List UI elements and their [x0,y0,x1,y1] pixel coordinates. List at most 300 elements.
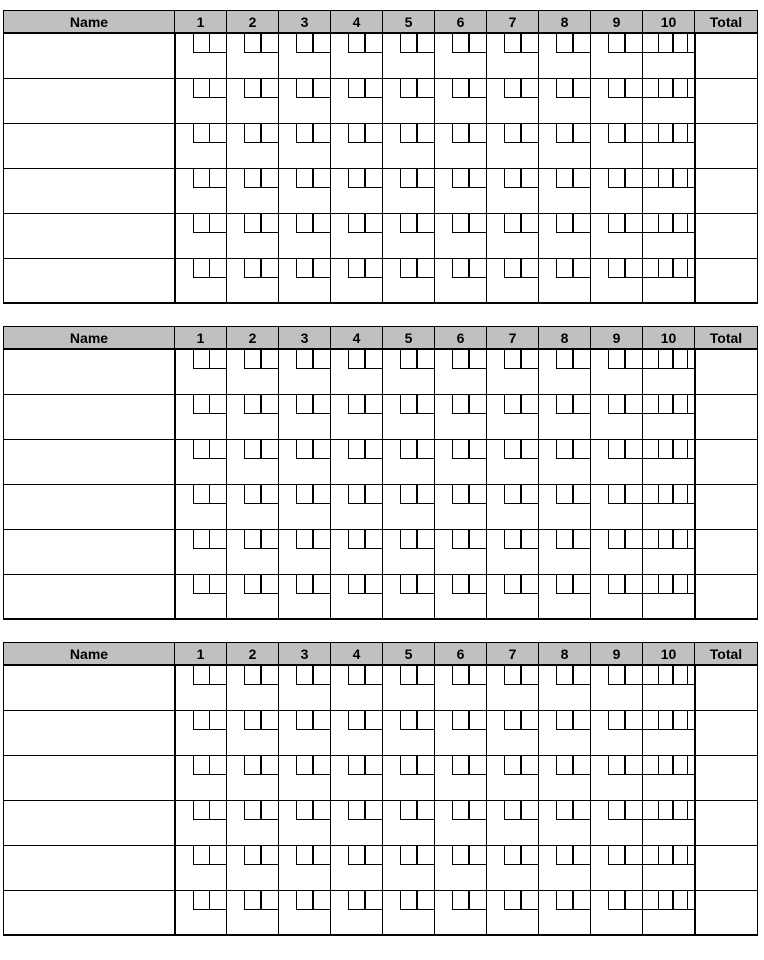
roll-box[interactable] [452,711,469,730]
roll-box[interactable] [400,259,417,278]
roll-box[interactable] [313,124,330,143]
roll-box[interactable] [244,801,261,820]
frame-cell[interactable] [279,890,331,935]
roll-box[interactable] [244,259,261,278]
roll-box[interactable] [556,846,573,865]
roll-box[interactable] [573,801,590,820]
roll-box[interactable] [469,891,486,910]
frame-cell[interactable] [643,33,695,78]
roll-box[interactable] [643,169,658,188]
roll-box[interactable] [504,756,521,775]
roll-box[interactable] [452,214,469,233]
frame-cell[interactable] [331,665,383,710]
roll-box[interactable] [365,530,382,549]
roll-box[interactable] [348,846,365,865]
frame-cell[interactable] [383,845,435,890]
roll-box[interactable] [417,440,434,459]
roll-box[interactable] [643,214,658,233]
roll-box[interactable] [261,575,278,594]
roll-box[interactable] [261,259,278,278]
frame-cell[interactable] [435,710,487,755]
roll-box[interactable] [608,575,625,594]
frame-cell[interactable] [279,78,331,123]
roll-box[interactable] [625,530,642,549]
roll-box[interactable] [469,756,486,775]
total-cell[interactable] [695,484,758,529]
roll-box[interactable] [643,575,658,594]
roll-box[interactable] [521,575,538,594]
roll-box[interactable] [400,350,417,369]
roll-box[interactable] [365,350,382,369]
roll-box[interactable] [643,440,658,459]
roll-box[interactable] [365,214,382,233]
roll-box[interactable] [193,34,210,53]
roll-box[interactable] [521,259,538,278]
roll-box[interactable] [244,169,261,188]
roll-box[interactable] [348,756,365,775]
frame-cell[interactable] [331,123,383,168]
roll-box[interactable] [261,350,278,369]
roll-box[interactable] [193,214,210,233]
roll-box[interactable] [400,169,417,188]
frame-cell[interactable] [227,665,279,710]
roll-box[interactable] [504,801,521,820]
roll-box[interactable] [348,575,365,594]
frame-cell[interactable] [643,394,695,439]
roll-box[interactable] [556,711,573,730]
roll-box[interactable] [625,395,642,414]
roll-box[interactable] [209,530,226,549]
roll-box[interactable] [658,801,673,820]
frame-cell[interactable] [227,574,279,619]
frame-cell[interactable] [591,484,643,529]
roll-box[interactable] [209,666,226,685]
roll-box[interactable] [625,711,642,730]
roll-box[interactable] [658,756,673,775]
roll-box[interactable] [469,395,486,414]
roll-box[interactable] [521,169,538,188]
roll-box[interactable] [643,395,658,414]
roll-box[interactable] [573,891,590,910]
frame-cell[interactable] [539,484,591,529]
roll-box[interactable] [365,891,382,910]
frame-cell[interactable] [227,800,279,845]
frame-cell[interactable] [383,33,435,78]
roll-box[interactable] [417,169,434,188]
roll-box[interactable] [365,711,382,730]
roll-box[interactable] [400,801,417,820]
frame-cell[interactable] [643,800,695,845]
roll-box[interactable] [348,259,365,278]
frame-cell[interactable] [539,123,591,168]
frame-cell[interactable] [539,439,591,484]
frame-cell[interactable] [487,755,539,800]
total-cell[interactable] [695,168,758,213]
roll-box[interactable] [365,124,382,143]
roll-box[interactable] [365,575,382,594]
roll-box[interactable] [244,666,261,685]
frame-cell[interactable] [383,800,435,845]
roll-box[interactable] [658,395,673,414]
roll-box[interactable] [365,79,382,98]
frame-cell[interactable] [539,529,591,574]
total-cell[interactable] [695,349,758,394]
roll-box[interactable] [504,34,521,53]
total-cell[interactable] [695,439,758,484]
roll-box[interactable] [469,79,486,98]
roll-box[interactable] [673,124,688,143]
roll-box[interactable] [673,846,688,865]
frame-cell[interactable] [383,168,435,213]
roll-box[interactable] [658,891,673,910]
total-cell[interactable] [695,890,758,935]
frame-cell[interactable] [383,123,435,168]
roll-box[interactable] [658,575,673,594]
roll-box[interactable] [673,34,688,53]
roll-box[interactable] [244,350,261,369]
roll-box[interactable] [573,350,590,369]
player-name-cell[interactable] [4,710,175,755]
roll-box[interactable] [296,214,313,233]
roll-box[interactable] [193,846,210,865]
roll-box[interactable] [348,485,365,504]
frame-cell[interactable] [539,78,591,123]
roll-box[interactable] [658,846,673,865]
roll-box[interactable] [673,575,688,594]
roll-box[interactable] [193,395,210,414]
roll-box[interactable] [261,169,278,188]
frame-cell[interactable] [591,33,643,78]
roll-box[interactable] [608,79,625,98]
roll-box[interactable] [608,395,625,414]
roll-box[interactable] [673,801,688,820]
roll-box[interactable] [469,530,486,549]
roll-box[interactable] [673,169,688,188]
frame-cell[interactable] [227,484,279,529]
total-cell[interactable] [695,529,758,574]
frame-cell[interactable] [175,484,227,529]
roll-box[interactable] [643,34,658,53]
roll-box[interactable] [261,891,278,910]
roll-box[interactable] [296,846,313,865]
roll-box[interactable] [521,891,538,910]
roll-box[interactable] [643,756,658,775]
roll-box[interactable] [313,169,330,188]
roll-box[interactable] [521,79,538,98]
roll-box[interactable] [673,485,688,504]
roll-box[interactable] [625,124,642,143]
total-cell[interactable] [695,33,758,78]
roll-box[interactable] [556,485,573,504]
frame-cell[interactable] [227,168,279,213]
roll-box[interactable] [400,79,417,98]
roll-box[interactable] [313,259,330,278]
roll-box[interactable] [504,124,521,143]
roll-box[interactable] [469,801,486,820]
roll-box[interactable] [573,711,590,730]
roll-box[interactable] [417,801,434,820]
frame-cell[interactable] [383,484,435,529]
roll-box[interactable] [313,214,330,233]
frame-cell[interactable] [227,890,279,935]
roll-box[interactable] [625,846,642,865]
player-name-cell[interactable] [4,213,175,258]
roll-box[interactable] [209,79,226,98]
roll-box[interactable] [400,214,417,233]
roll-box[interactable] [556,350,573,369]
roll-box[interactable] [348,350,365,369]
player-name-cell[interactable] [4,665,175,710]
roll-box[interactable] [625,801,642,820]
frame-cell[interactable] [331,439,383,484]
frame-cell[interactable] [175,574,227,619]
roll-box[interactable] [417,214,434,233]
roll-box[interactable] [504,395,521,414]
frame-cell[interactable] [175,845,227,890]
roll-box[interactable] [521,711,538,730]
roll-box[interactable] [452,259,469,278]
roll-box[interactable] [504,575,521,594]
roll-box[interactable] [625,259,642,278]
roll-box[interactable] [673,756,688,775]
roll-box[interactable] [608,485,625,504]
roll-box[interactable] [608,169,625,188]
roll-box[interactable] [400,756,417,775]
roll-box[interactable] [556,124,573,143]
roll-box[interactable] [209,124,226,143]
roll-box[interactable] [658,79,673,98]
roll-box[interactable] [608,259,625,278]
frame-cell[interactable] [227,755,279,800]
roll-box[interactable] [608,666,625,685]
roll-box[interactable] [209,756,226,775]
player-name-cell[interactable] [4,845,175,890]
frame-cell[interactable] [487,439,539,484]
roll-box[interactable] [313,395,330,414]
roll-box[interactable] [573,666,590,685]
roll-box[interactable] [673,214,688,233]
frame-cell[interactable] [487,258,539,303]
roll-box[interactable] [261,801,278,820]
frame-cell[interactable] [487,710,539,755]
roll-box[interactable] [244,891,261,910]
roll-box[interactable] [244,846,261,865]
frame-cell[interactable] [279,33,331,78]
roll-box[interactable] [193,169,210,188]
roll-box[interactable] [296,124,313,143]
frame-cell[interactable] [279,258,331,303]
frame-cell[interactable] [643,710,695,755]
frame-cell[interactable] [487,349,539,394]
roll-box[interactable] [365,440,382,459]
roll-box[interactable] [521,666,538,685]
frame-cell[interactable] [227,710,279,755]
roll-box[interactable] [244,485,261,504]
frame-cell[interactable] [331,890,383,935]
roll-box[interactable] [261,124,278,143]
player-name-cell[interactable] [4,755,175,800]
frame-cell[interactable] [487,800,539,845]
frame-cell[interactable] [435,665,487,710]
frame-cell[interactable] [539,574,591,619]
frame-cell[interactable] [643,529,695,574]
roll-box[interactable] [400,34,417,53]
roll-box[interactable] [244,711,261,730]
frame-cell[interactable] [383,439,435,484]
roll-box[interactable] [348,891,365,910]
roll-box[interactable] [469,259,486,278]
roll-box[interactable] [209,711,226,730]
frame-cell[interactable] [227,349,279,394]
roll-box[interactable] [193,575,210,594]
roll-box[interactable] [625,891,642,910]
frame-cell[interactable] [383,258,435,303]
roll-box[interactable] [313,666,330,685]
roll-box[interactable] [365,846,382,865]
total-cell[interactable] [695,574,758,619]
total-cell[interactable] [695,258,758,303]
frame-cell[interactable] [227,439,279,484]
roll-box[interactable] [625,34,642,53]
roll-box[interactable] [417,485,434,504]
roll-box[interactable] [296,530,313,549]
frame-cell[interactable] [487,529,539,574]
frame-cell[interactable] [227,78,279,123]
frame-cell[interactable] [487,78,539,123]
roll-box[interactable] [573,846,590,865]
roll-box[interactable] [504,891,521,910]
frame-cell[interactable] [435,33,487,78]
roll-box[interactable] [643,485,658,504]
roll-box[interactable] [673,666,688,685]
roll-box[interactable] [452,756,469,775]
roll-box[interactable] [625,756,642,775]
frame-cell[interactable] [487,213,539,258]
roll-box[interactable] [608,440,625,459]
roll-box[interactable] [608,756,625,775]
roll-box[interactable] [452,34,469,53]
roll-box[interactable] [417,395,434,414]
roll-box[interactable] [261,440,278,459]
roll-box[interactable] [643,350,658,369]
frame-cell[interactable] [643,574,695,619]
frame-cell[interactable] [591,213,643,258]
roll-box[interactable] [643,891,658,910]
roll-box[interactable] [625,350,642,369]
frame-cell[interactable] [279,710,331,755]
roll-box[interactable] [452,440,469,459]
total-cell[interactable] [695,755,758,800]
roll-box[interactable] [209,214,226,233]
roll-box[interactable] [658,711,673,730]
roll-box[interactable] [261,79,278,98]
roll-box[interactable] [643,259,658,278]
frame-cell[interactable] [175,213,227,258]
frame-cell[interactable] [175,800,227,845]
roll-box[interactable] [296,79,313,98]
frame-cell[interactable] [539,755,591,800]
roll-box[interactable] [469,214,486,233]
frame-cell[interactable] [591,710,643,755]
roll-box[interactable] [658,214,673,233]
frame-cell[interactable] [383,349,435,394]
roll-box[interactable] [348,801,365,820]
roll-box[interactable] [452,395,469,414]
frame-cell[interactable] [539,213,591,258]
frame-cell[interactable] [331,845,383,890]
roll-box[interactable] [556,79,573,98]
frame-cell[interactable] [539,800,591,845]
roll-box[interactable] [313,485,330,504]
roll-box[interactable] [469,575,486,594]
frame-cell[interactable] [435,394,487,439]
roll-box[interactable] [608,891,625,910]
frame-cell[interactable] [435,168,487,213]
frame-cell[interactable] [227,123,279,168]
roll-box[interactable] [625,79,642,98]
roll-box[interactable] [348,530,365,549]
roll-box[interactable] [556,169,573,188]
frame-cell[interactable] [539,394,591,439]
roll-box[interactable] [296,801,313,820]
roll-box[interactable] [244,124,261,143]
roll-box[interactable] [261,485,278,504]
roll-box[interactable] [193,711,210,730]
roll-box[interactable] [261,846,278,865]
frame-cell[interactable] [279,800,331,845]
roll-box[interactable] [504,530,521,549]
total-cell[interactable] [695,213,758,258]
frame-cell[interactable] [591,349,643,394]
frame-cell[interactable] [279,484,331,529]
frame-cell[interactable] [539,168,591,213]
roll-box[interactable] [348,214,365,233]
roll-box[interactable] [417,259,434,278]
roll-box[interactable] [417,891,434,910]
roll-box[interactable] [313,575,330,594]
frame-cell[interactable] [435,484,487,529]
frame-cell[interactable] [383,665,435,710]
roll-box[interactable] [452,846,469,865]
roll-box[interactable] [296,440,313,459]
frame-cell[interactable] [487,484,539,529]
frame-cell[interactable] [383,574,435,619]
roll-box[interactable] [608,711,625,730]
frame-cell[interactable] [643,78,695,123]
roll-box[interactable] [504,169,521,188]
roll-box[interactable] [504,259,521,278]
roll-box[interactable] [400,711,417,730]
frame-cell[interactable] [331,529,383,574]
roll-box[interactable] [417,34,434,53]
roll-box[interactable] [452,891,469,910]
roll-box[interactable] [313,440,330,459]
roll-box[interactable] [348,711,365,730]
roll-box[interactable] [504,711,521,730]
roll-box[interactable] [504,79,521,98]
roll-box[interactable] [400,440,417,459]
frame-cell[interactable] [331,33,383,78]
roll-box[interactable] [643,666,658,685]
roll-box[interactable] [556,395,573,414]
roll-box[interactable] [400,485,417,504]
roll-box[interactable] [573,395,590,414]
frame-cell[interactable] [487,33,539,78]
roll-box[interactable] [573,124,590,143]
roll-box[interactable] [673,711,688,730]
roll-box[interactable] [469,440,486,459]
roll-box[interactable] [313,530,330,549]
